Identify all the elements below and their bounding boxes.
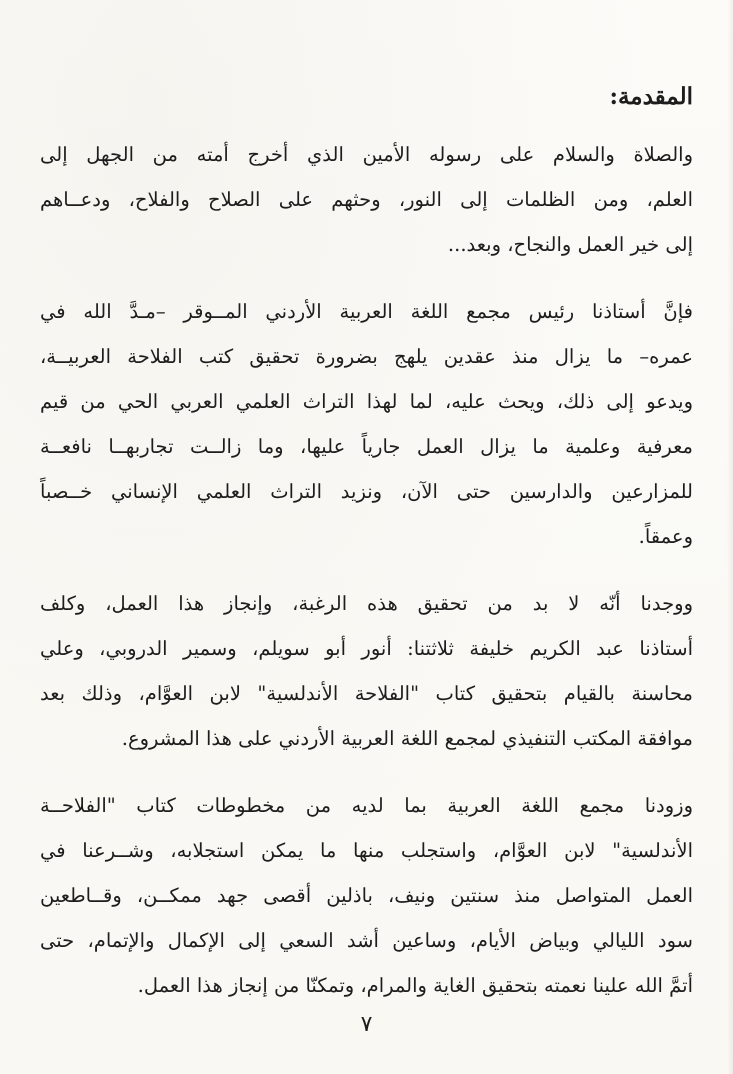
text-line: أستاذنا عبد الكريم خليفة ثلاثتنا: أنور أبو سويلم، وسمير الدروبي، وعلي: [40, 637, 693, 660]
page-body: [40, 82, 693, 1030]
text-line: محاسنة بالقيام بتحقيق كتاب "الفلاحة الأندلسية" لابن العوَّام، وذلك بعد: [40, 682, 693, 705]
text-line: وزودنا مجمع اللغة العربية بما لديه من مخطوطات كتاب "الفلاحــة: [40, 794, 693, 817]
text-line: العلم، ومن الظلمات إلى النور، وحثهم على الصلاح والفلاح، ودعــاهم: [40, 188, 693, 211]
paragraph-3: [40, 581, 693, 761]
text-line: والصلاة والسلام على رسوله الأمين الذي أخرج أمته من الجهل إلى: [40, 143, 693, 166]
text-line: ويدعو إلى ذلك، ويحث عليه، لما لهذا التراث العلمي العربي الحي من قيم: [40, 390, 693, 413]
text-line: أتمَّ الله علينا نعمته بتحقيق الغاية والمرام، وتمكنّا من إنجاز هذا العمل.: [137, 974, 693, 997]
text-line: وعمقاً.: [638, 525, 693, 548]
paragraph-2: [40, 289, 693, 559]
text-line: العمل المتواصل منذ سنتين ونيف، باذلين أقصى جهد ممكــن، وقــاطعين: [40, 884, 693, 907]
text-line: إلى خير العمل والنجاح، وبعد...: [447, 233, 693, 256]
text-line: معرفية وعلمية ما يزال العمل جارياً عليها، وما زالــت تجاربهــا نافعــة: [40, 435, 693, 458]
text-line: فإنَّ أستاذنا رئيس مجمع اللغة العربية الأردني المــوقر –مـدَّ الله في: [40, 300, 693, 323]
page-edge-shadow: [727, 0, 733, 1074]
page-number: ٧: [360, 1012, 373, 1037]
text-line: موافقة المكتب التنفيذي لمجمع اللغة العربية الأردني على هذا المشروع.: [121, 727, 693, 750]
text-line: سود الليالي وبياض الأيام، وساعين أشد السعي إلى الإكمال والإتمام، حتى: [40, 929, 693, 952]
text-line: الأندلسية" لابن العوَّام، واستجلب منها ما يمكن استجلابه، وشــرعنا في: [40, 839, 693, 862]
paragraph-1: [40, 132, 693, 267]
text-line: ووجدنا أنّه لا بد من تحقيق هذه الرغبة، وإنجاز هذا العمل، وكلف: [40, 592, 693, 615]
text-line: عمره– ما يزال منذ عقدين يلهج بضرورة تحقيق كتب الفلاحة العربيــة،: [40, 345, 693, 368]
text-line: للمزارعين والدارسين حتى الآن، ونزيد التراث العلمي الإنساني خــصباً: [40, 480, 693, 503]
paragraph-4: [40, 783, 693, 1008]
section-heading: المقدمة:: [609, 83, 693, 110]
